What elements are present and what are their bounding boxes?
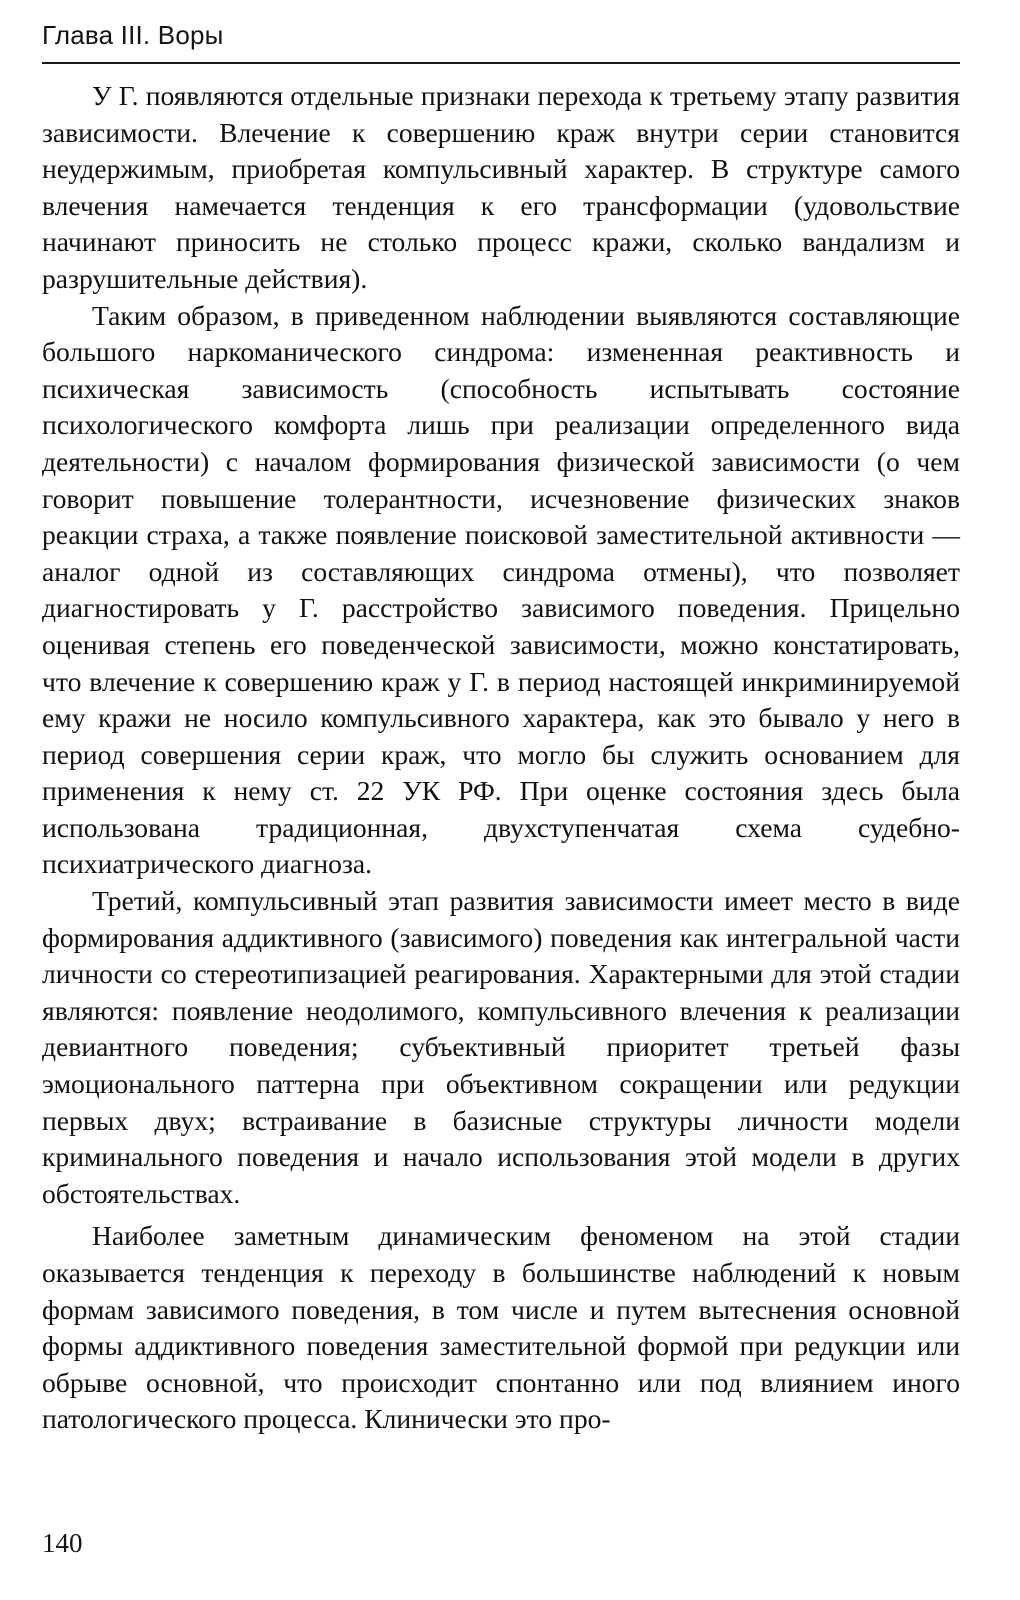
paragraph: Наиболее заметным динамическим феноменом на этой стадии оказывается тенденция к переходу в большинстве наблюдений к новым формам зависимого поведения, в том числе и путем вытеснения основной формы аддиктивного поведения заместительной формой при редукции или обрыве основной, что происходит спонтанно или под влиянием иного патологического процесса. Клинически это про- [42,1220,960,1435]
paragraph: Третий, компульсивный этап развития зависимости имеет место в виде формирования аддиктивного (зависимого) поведения как интегральной части личности со стереотипизацией реагирования. Характерными для этой стадии являются: появление неодолимого, компульсивного влечения к реализации девиантного поведения; субъективный приоритет третьей фазы эмоционального паттерна при объективном сокращении или редукции первых двух; встраивание в базисные структуры личности модели криминального поведения и начало использования этой модели в других обстоятельствах. [42,885,960,1209]
body-text [42,78,960,1438]
paragraph: У Г. появляются отдельные признаки перехода к третьему этапу развития зависимости. Влечение к совершению краж внутри серии становится неудержимым, приобретая компульсивный характер. В структуре самого влечения намечается тенденция к его трансформации (удовольствие начинают приносить не столько процесс кражи, сколько вандализм и разрушительные действия). [42,80,960,294]
page-number: 140 [42,1528,83,1558]
header-divider [42,62,960,64]
running-header: Глава III. Воры [42,20,224,50]
paragraph: Таким образом, в приведенном наблюдении выявляются составляющие большого наркоманического синдрома: измененная реактивность и психическая зависимость (способность испытывать состояние психологического комфорта лишь при реализации определенного вида деятельности) с началом формирования физической зависимости (о чем говорит повышение толерантности, исчезновение физических знаков реакции страха, а также появление поисковой заместительной активности — аналог одной из составляющих синдрома отмены), что позволяет диагностировать у Г. расстройство зависимого поведения. Прицельно оценивая степень его поведенческой зависимости, можно констатировать, что влечение к совершению краж у Г. в период настоящей инкриминируемой ему кражи не носило компульсивного характера, как это бывало у него в период совершения серии краж, что могло бы служить основанием для применения к нему ст. 22 УК РФ. При оценке состояния здесь была использована традиционная, двухступенчатая схема судебно-психиатрического диагноза. [42,299,960,880]
